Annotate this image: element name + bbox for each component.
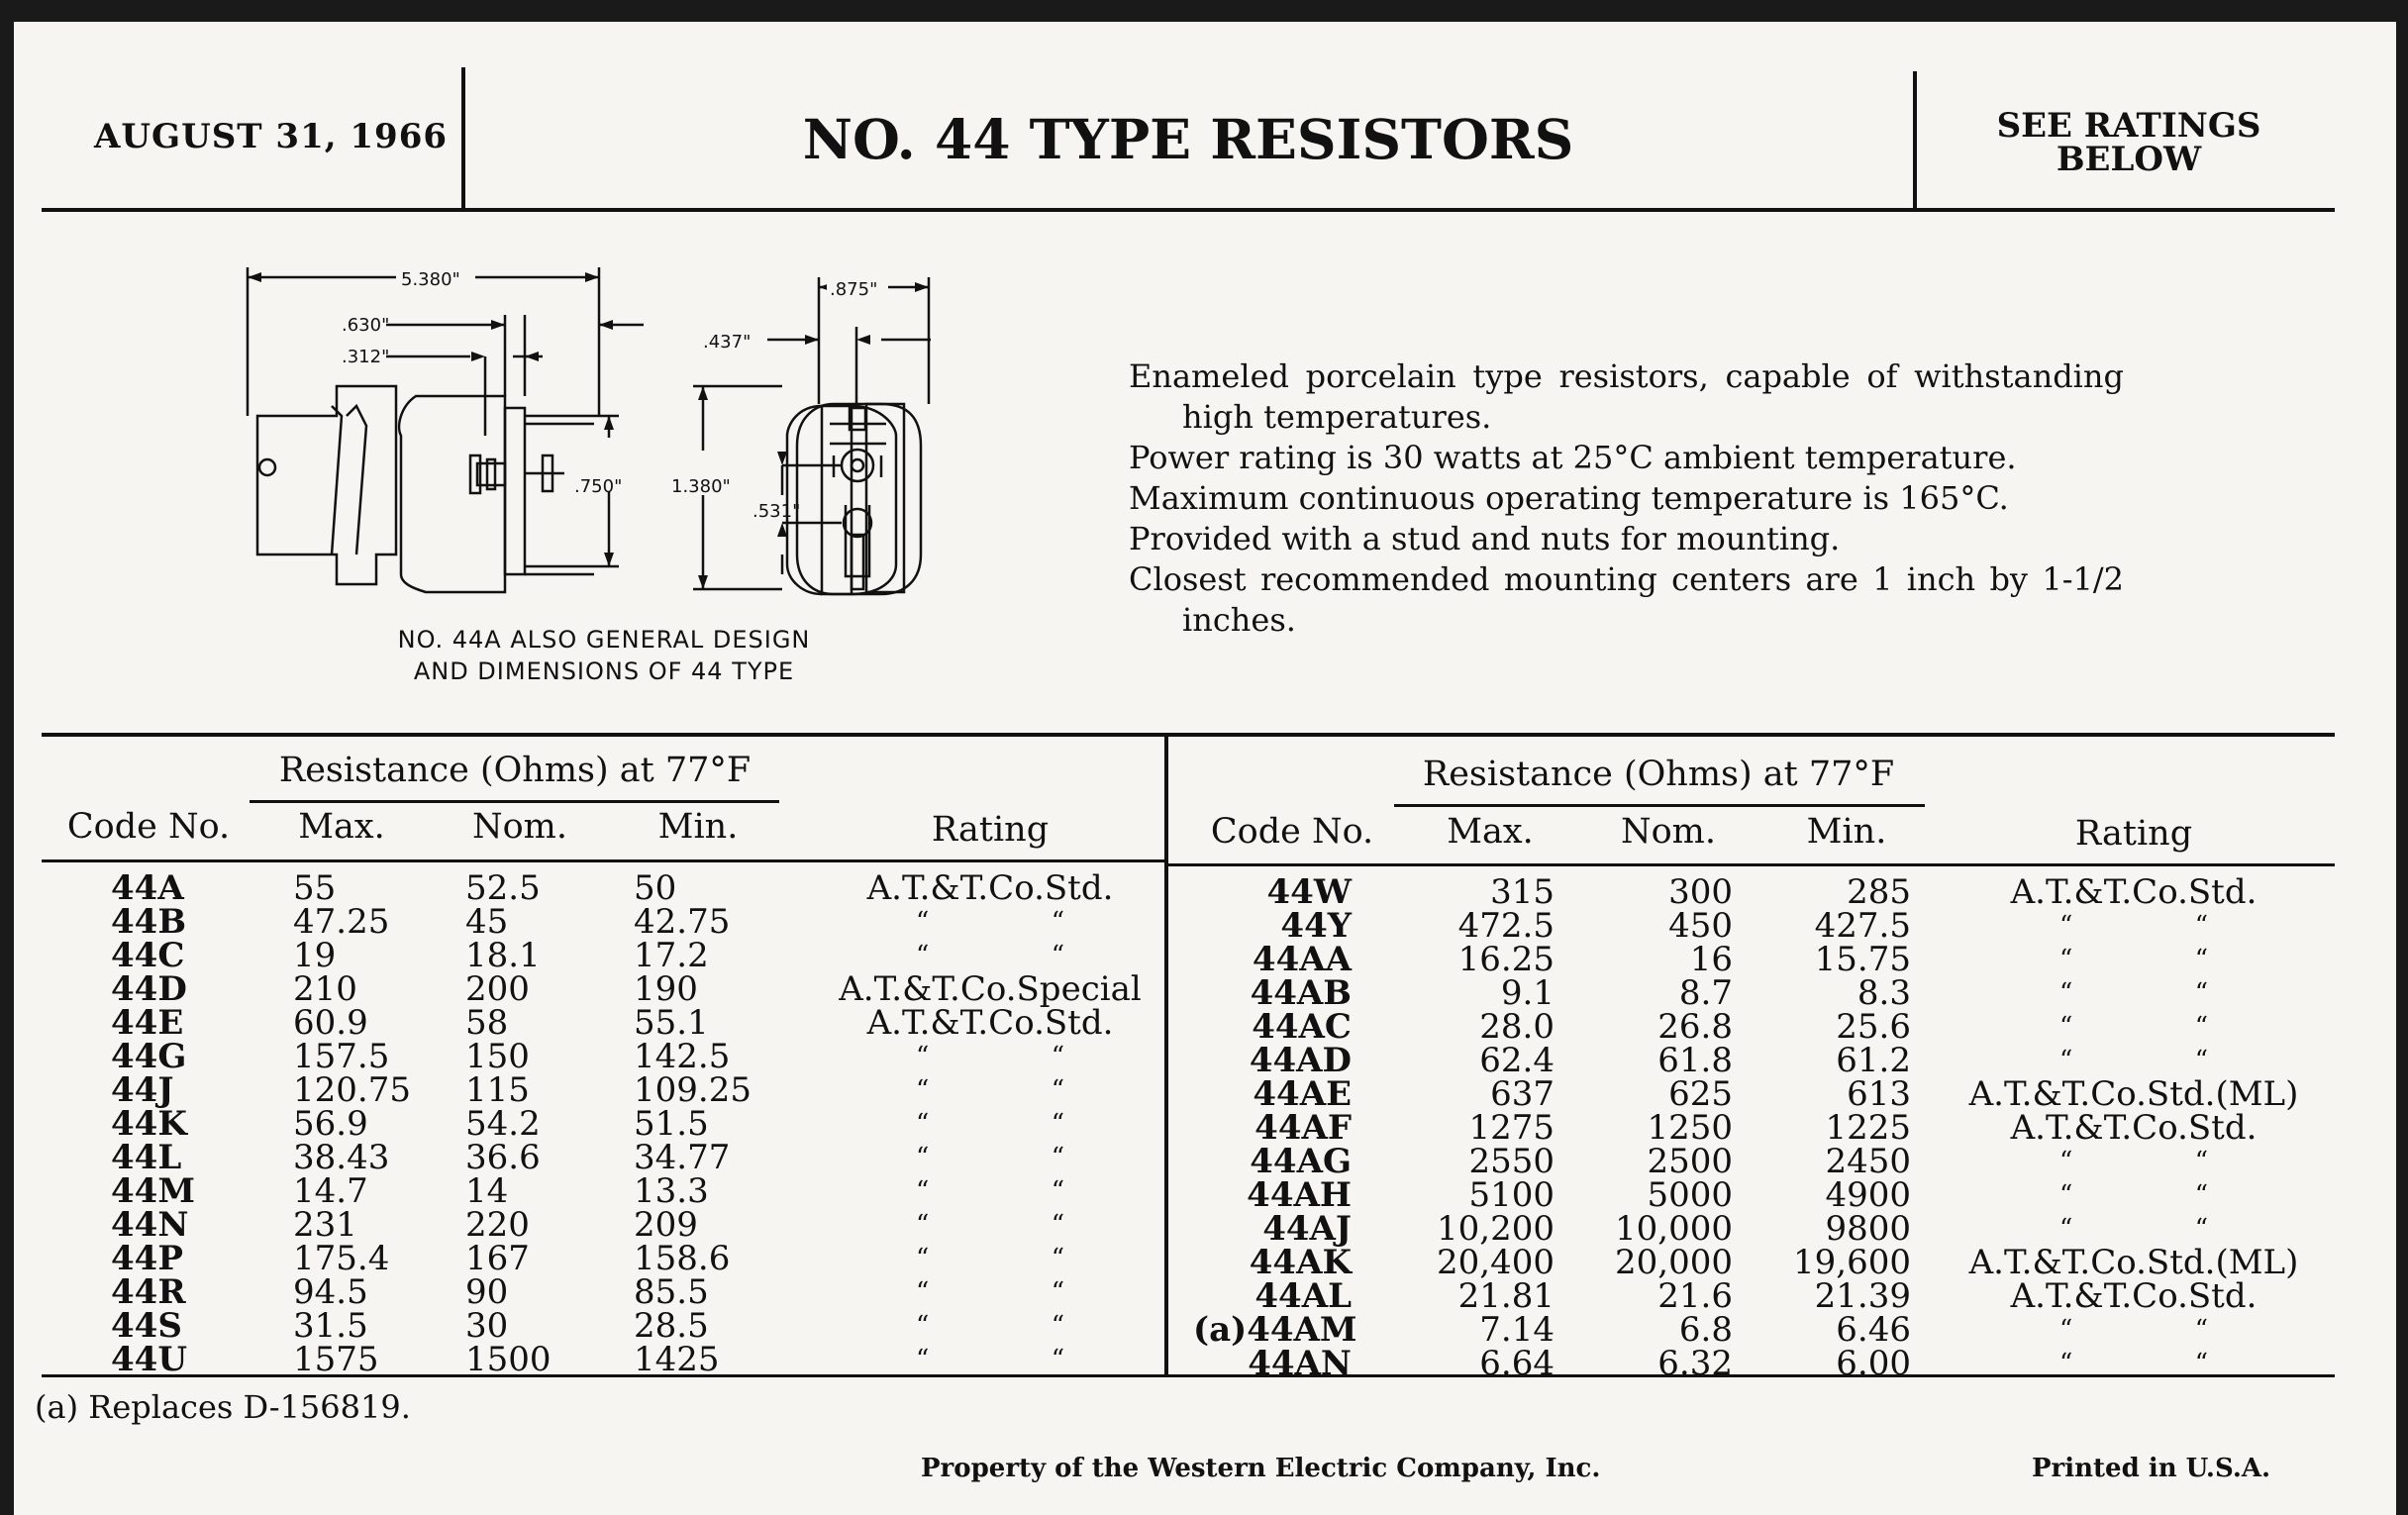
ditto-marks: “ “ (2059, 1046, 2208, 1075)
right-nom-cell: 8.7 (1678, 973, 1733, 1013)
table-header-rule-right (1168, 863, 2335, 866)
right-min-cell: 19,600 (1793, 1243, 1911, 1282)
left-min-cell: 190 (634, 969, 698, 1009)
right-nom-cell: 10,000 (1615, 1209, 1733, 1249)
dim-312: .312" (342, 347, 390, 367)
col-header-rating: Rating (931, 810, 1050, 850)
left-max-cell: 60.9 (293, 1003, 368, 1043)
left-codes-cell: 44L (111, 1138, 182, 1177)
left-max-cell: 175.4 (293, 1239, 390, 1278)
right-rating-cell (1956, 1044, 2312, 1077)
left-nom-cell: 14 (465, 1171, 509, 1211)
left-min-cell: 34.77 (634, 1138, 731, 1177)
right-codes-cell: 44AL (1254, 1276, 1352, 1316)
right-rating-cell (1956, 1347, 2312, 1380)
left-nom-cell: 90 (465, 1272, 509, 1312)
left-min-cell: 55.1 (634, 1003, 709, 1043)
left-rating-cell (837, 939, 1144, 972)
left-codes-cell: 44J (111, 1070, 174, 1110)
desc-line: Enameled porcelain type resistors, capable of withstanding high temperatures. (1129, 357, 2124, 436)
right-max-cell: 315 (1490, 872, 1555, 912)
right-codes-cell: 44AF (1254, 1108, 1352, 1148)
right-nom-cell: 16 (1689, 940, 1733, 979)
right-codes-cell: 44AN (1248, 1344, 1352, 1383)
dim-875: .875" (830, 279, 878, 300)
right-min-cell: 6.00 (1836, 1344, 1911, 1383)
right-nom-cell: 450 (1668, 906, 1733, 946)
product-description (1129, 356, 2124, 641)
ditto-marks: “ “ (916, 1042, 1064, 1071)
right-max-cell: 637 (1490, 1074, 1555, 1114)
desc-line: Provided with a stud and nuts for mounting. (1129, 520, 1841, 557)
drawing-caption (327, 624, 881, 687)
left-min-column (634, 868, 752, 1379)
right-nom-cell: 5000 (1647, 1175, 1733, 1215)
left-min-cell: 50 (634, 868, 677, 908)
right-rating-cell: A.T.&T.Co.Std. (2010, 1276, 2258, 1316)
right-code-column (1193, 872, 1357, 1383)
left-min-cell: 42.75 (634, 902, 731, 942)
right-min-cell: 8.3 (1856, 973, 1911, 1013)
ditto-marks: “ “ (916, 907, 1064, 937)
dim-overall-length: 5.380" (401, 269, 460, 290)
left-rating-cell (837, 1275, 1144, 1309)
ditto-marks: “ “ (916, 1277, 1064, 1307)
left-rating-cell: A.T.&T.Co.Std. (866, 1003, 1114, 1043)
left-codes-cell: 44D (111, 969, 187, 1009)
right-codes-cell: 44Y (1280, 906, 1352, 946)
col-header-max: Max. (298, 807, 385, 847)
left-codes-cell: 44U (111, 1340, 187, 1379)
desc-line: Power rating is 30 watts at 25°C ambient temperature. (1129, 439, 2017, 476)
see-ratings-line1: SEE RATINGS (1996, 106, 2261, 146)
left-min-cell: 85.5 (634, 1272, 709, 1312)
ditto-marks: “ “ (916, 1176, 1064, 1206)
right-rating-cell: A.T.&T.Co.Std.(ML) (1968, 1074, 2299, 1114)
left-max-cell: 31.5 (293, 1306, 368, 1346)
header-divider-right (1913, 71, 1917, 212)
left-nom-cell: 167 (465, 1239, 530, 1278)
resistance-group-rule-left (250, 800, 779, 803)
desc-line: Closest recommended mounting centers are 1 inch by 1-1/2 inches. (1129, 560, 2124, 639)
right-rating-cell (1956, 909, 2312, 943)
right-nom-cell: 21.6 (1657, 1276, 1733, 1316)
header-rule (42, 208, 2335, 212)
right-rating-cell (1956, 1212, 2312, 1246)
right-max-cell: 28.0 (1479, 1007, 1555, 1047)
right-codes-cell: 44AC (1252, 1007, 1352, 1047)
ditto-marks: “ “ (2059, 1349, 2208, 1378)
left-max-cell: 1575 (293, 1340, 379, 1379)
ditto-marks: “ “ (2059, 978, 2208, 1008)
right-nom-cell: 6.32 (1657, 1344, 1733, 1383)
left-codes-cell: 44B (111, 902, 187, 942)
left-max-cell: 157.5 (293, 1037, 390, 1076)
right-nom-cell: 300 (1668, 872, 1733, 912)
right-max-cell: 7.14 (1479, 1310, 1555, 1350)
right-min-cell: 25.6 (1836, 1007, 1911, 1047)
right-min-cell: 1225 (1825, 1108, 1911, 1148)
left-nom-cell: 1500 (465, 1340, 552, 1379)
left-nom-cell: 115 (465, 1070, 530, 1110)
right-min-cell: 9800 (1825, 1209, 1911, 1249)
right-max-cell: 6.64 (1479, 1344, 1555, 1383)
left-codes-cell: 44M (111, 1171, 195, 1211)
caption-line2: AND DIMENSIONS OF 44 TYPE (413, 657, 795, 685)
right-min-cell: 613 (1847, 1074, 1911, 1114)
table-center-divider (1164, 735, 1168, 1376)
left-min-cell: 28.5 (634, 1306, 709, 1346)
left-codes-cell: 44K (111, 1104, 187, 1144)
right-max-cell: 2550 (1468, 1142, 1555, 1181)
right-max-column (1366, 872, 1555, 1383)
right-codes-cell: 44AE (1253, 1074, 1352, 1114)
left-min-cell: 1425 (634, 1340, 720, 1379)
right-codes-cell: 44AJ (1262, 1209, 1352, 1249)
left-min-cell: 209 (634, 1205, 698, 1245)
right-rating-cell (1956, 1313, 2312, 1347)
right-min-cell: 4900 (1825, 1175, 1911, 1215)
ditto-marks: “ “ (2059, 1214, 2208, 1244)
col-header-nom: Nom. (471, 807, 567, 847)
left-min-cell: 17.2 (634, 936, 709, 975)
right-max-cell: 20,400 (1437, 1243, 1555, 1282)
right-max-cell: 9.1 (1500, 973, 1555, 1013)
right-rating-cell (1956, 1145, 2312, 1178)
left-nom-cell: 36.6 (465, 1138, 541, 1177)
left-nom-cell: 45 (465, 902, 509, 942)
left-rating-column (837, 868, 1144, 1376)
right-rating-cell: A.T.&T.Co.Std.(ML) (1968, 1243, 2299, 1282)
ditto-marks: “ “ (916, 1075, 1064, 1105)
right-max-cell: 1275 (1468, 1108, 1555, 1148)
left-rating-cell (837, 1343, 1144, 1376)
ditto-marks: “ “ (916, 1210, 1064, 1240)
left-rating-cell (837, 1208, 1144, 1242)
right-rating-column (1956, 872, 2312, 1380)
right-max-cell: 472.5 (1457, 906, 1555, 946)
col-header-code: Code No. (66, 807, 231, 847)
col-header-min: Min. (657, 807, 739, 847)
ditto-marks: “ “ (916, 1109, 1064, 1139)
col-header-max: Max. (1447, 812, 1534, 852)
right-nom-cell: 61.8 (1657, 1041, 1733, 1080)
right-codes-cell: 44AD (1249, 1041, 1352, 1080)
left-codes-cell: 44E (111, 1003, 184, 1043)
right-min-cell: 427.5 (1814, 906, 1911, 946)
ditto-marks: “ “ (2059, 1012, 2208, 1042)
right-min-cell: 21.39 (1814, 1276, 1911, 1316)
right-min-cell: 61.2 (1836, 1041, 1911, 1080)
col-header-min: Min. (1806, 812, 1887, 852)
right-codes-cell: 44AK (1249, 1243, 1352, 1282)
left-nom-cell: 30 (465, 1306, 509, 1346)
right-codes-cell: 44AH (1247, 1175, 1352, 1215)
right-min-column (1723, 872, 1911, 1383)
left-max-cell: 47.25 (293, 902, 390, 942)
right-nom-column (1545, 872, 1733, 1383)
table-header-rule-left (42, 859, 1165, 862)
right-rating-cell (1956, 1010, 2312, 1044)
left-codes-cell: 44G (111, 1037, 187, 1076)
left-max-cell: 94.5 (293, 1272, 368, 1312)
left-rating-cell (837, 1073, 1144, 1107)
left-codes-cell: 44C (111, 936, 185, 975)
left-min-cell: 142.5 (634, 1037, 731, 1076)
left-nom-cell: 58 (465, 1003, 509, 1043)
right-rating-cell: A.T.&T.Co.Std. (2010, 872, 2258, 912)
left-codes-cell: 44R (111, 1272, 186, 1312)
left-codes-cell: 44P (111, 1239, 183, 1278)
col-header-nom: Nom. (1620, 812, 1716, 852)
right-min-cell: 2450 (1825, 1142, 1911, 1181)
left-max-column (293, 868, 411, 1379)
left-nom-cell: 52.5 (465, 868, 541, 908)
left-max-cell: 120.75 (293, 1070, 411, 1110)
left-min-cell: 13.3 (634, 1171, 709, 1211)
ditto-marks: “ “ (916, 1244, 1064, 1273)
left-rating-cell (837, 1242, 1144, 1275)
right-rating-cell (1956, 976, 2312, 1010)
right-max-cell: 62.4 (1479, 1041, 1555, 1080)
left-max-cell: 14.7 (293, 1171, 368, 1211)
right-min-cell: 6.46 (1836, 1310, 1911, 1350)
right-codes-cell: (a)44AM (1193, 1310, 1357, 1350)
right-codes-cell: 44AG (1250, 1142, 1352, 1181)
left-min-cell: 51.5 (634, 1104, 709, 1144)
right-nom-cell: 26.8 (1657, 1007, 1733, 1047)
left-rating-cell: A.T.&T.Co.Special (839, 969, 1142, 1009)
table-top-rule (42, 733, 2335, 737)
left-max-cell: 56.9 (293, 1104, 368, 1144)
scan-top-border (0, 0, 2408, 22)
left-max-cell: 210 (293, 969, 357, 1009)
resistance-group-rule-right (1394, 804, 1925, 807)
resistance-group-header: Resistance (Ohms) at 77°F (1422, 755, 1895, 794)
dim-750: .750" (574, 476, 623, 497)
ditto-marks: “ “ (916, 1311, 1064, 1341)
dim-630: .630" (342, 315, 390, 336)
left-nom-column (465, 868, 552, 1379)
left-rating-cell (837, 905, 1144, 939)
ditto-marks: “ “ (2059, 1315, 2208, 1345)
left-rating-cell (837, 1107, 1144, 1141)
left-nom-cell: 150 (465, 1037, 530, 1076)
left-max-cell: 19 (293, 936, 337, 975)
property-notice: Property of the Western Electric Company, Inc. (921, 1454, 1601, 1483)
left-codes-cell: 44N (111, 1205, 189, 1245)
right-rating-cell (1956, 1178, 2312, 1212)
left-max-cell: 38.43 (293, 1138, 390, 1177)
right-max-cell: 5100 (1468, 1175, 1555, 1215)
right-max-cell: 21.81 (1457, 1276, 1555, 1316)
right-rating-cell: A.T.&T.Co.Std. (2010, 1108, 2258, 1148)
right-nom-cell: 6.8 (1678, 1310, 1733, 1350)
ditto-marks: “ “ (916, 941, 1064, 970)
left-nom-cell: 220 (465, 1205, 530, 1245)
ditto-marks: “ “ (916, 1345, 1064, 1374)
footnote: (a) Replaces D-156819. (35, 1388, 411, 1426)
left-code-column (111, 868, 195, 1379)
document-date: AUGUST 31, 1966 (94, 117, 449, 156)
ditto-marks: “ “ (2059, 945, 2208, 974)
dim-1380: 1.380" (671, 476, 731, 497)
right-rating-cell (1956, 943, 2312, 976)
left-max-cell: 55 (293, 868, 337, 908)
left-rating-cell (837, 1040, 1144, 1073)
resistance-group-header: Resistance (Ohms) at 77°F (278, 751, 752, 790)
right-min-cell: 15.75 (1814, 940, 1911, 979)
see-ratings-note (1921, 106, 2337, 179)
see-ratings-line2: BELOW (2056, 140, 2202, 179)
ditto-marks: “ “ (916, 1143, 1064, 1172)
right-nom-cell: 20,000 (1615, 1243, 1733, 1282)
right-codes-cell: 44AB (1250, 973, 1352, 1013)
header-divider-left (461, 67, 465, 210)
left-rating-cell (837, 1141, 1144, 1174)
left-min-cell: 109.25 (634, 1070, 752, 1110)
left-nom-cell: 200 (465, 969, 530, 1009)
ditto-marks: “ “ (2059, 1147, 2208, 1176)
resistor-dimension-drawing (228, 257, 960, 614)
right-min-cell: 285 (1847, 872, 1911, 912)
left-rating-cell (837, 1174, 1144, 1208)
right-nom-cell: 1250 (1647, 1108, 1733, 1148)
col-header-rating: Rating (2074, 814, 2193, 854)
left-nom-cell: 54.2 (465, 1104, 541, 1144)
left-codes-cell: 44S (111, 1306, 182, 1346)
right-nom-cell: 625 (1668, 1074, 1733, 1114)
left-min-cell: 158.6 (634, 1239, 731, 1278)
desc-line: Maximum continuous operating temperature is 165°C. (1129, 479, 2009, 517)
dim-437: .437" (703, 332, 752, 353)
right-max-cell: 10,200 (1437, 1209, 1555, 1249)
left-max-cell: 231 (293, 1205, 357, 1245)
printed-in-notice: Printed in U.S.A. (2032, 1454, 2271, 1483)
ditto-marks: “ “ (2059, 1180, 2208, 1210)
right-codes-cell: 44AA (1252, 940, 1352, 979)
left-nom-cell: 18.1 (465, 936, 541, 975)
col-header-code: Code No. (1210, 812, 1374, 852)
caption-line1: NO. 44A ALSO GENERAL DESIGN (397, 626, 811, 654)
left-rating-cell: A.T.&T.Co.Std. (866, 868, 1114, 908)
right-nom-cell: 2500 (1647, 1142, 1733, 1181)
left-codes-cell: 44A (111, 868, 184, 908)
right-max-cell: 16.25 (1457, 940, 1555, 979)
page-title: NO. 44 TYPE RESISTORS (802, 107, 1574, 171)
ditto-marks: “ “ (2059, 911, 2208, 941)
right-codes-cell: 44W (1266, 872, 1352, 912)
left-rating-cell (837, 1309, 1144, 1343)
dim-531: .531" (752, 501, 801, 522)
